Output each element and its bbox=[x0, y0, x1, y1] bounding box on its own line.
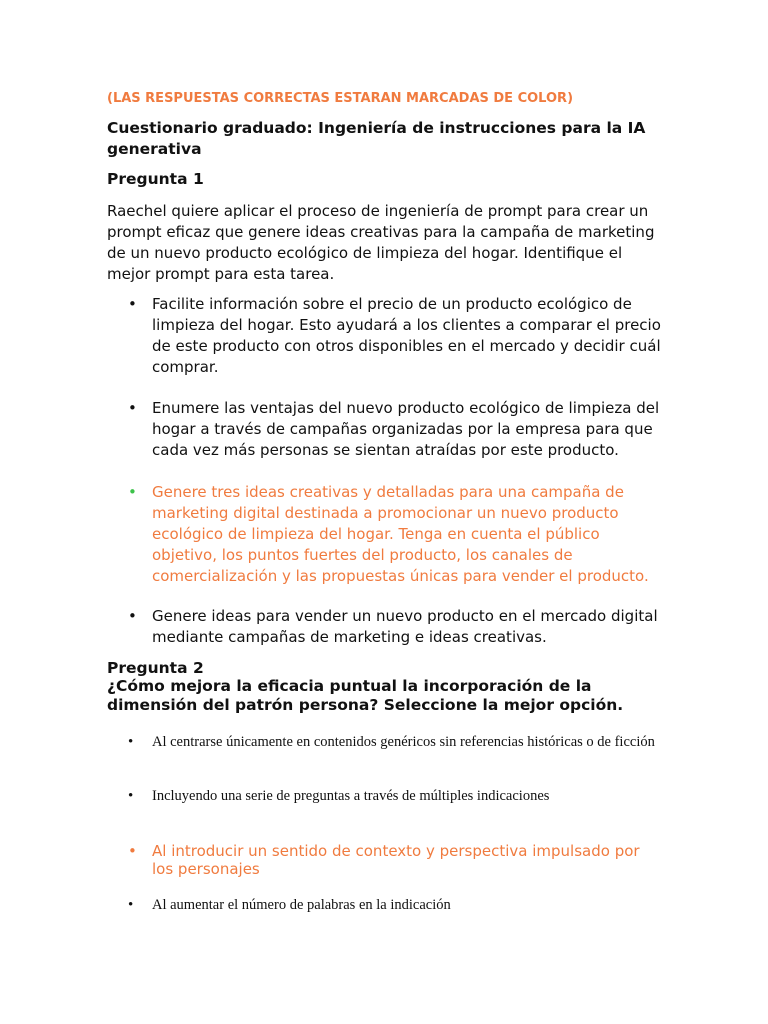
option-text: Al introducir un sentido de contexto y perspectiva impulsado por los personajes bbox=[152, 842, 640, 878]
answer-key-note: (LAS RESPUESTAS CORRECTAS ESTARAN MARCADAS DE COLOR) bbox=[107, 91, 574, 106]
option-text: Facilite información sobre el precio de un producto ecológico de limpieza del hogar. Esto ayudará a los clientes a comparar el precio de este producto con otros disponibles en el mercado y decidir cuál comprar. bbox=[152, 295, 661, 376]
question-2-option-2 bbox=[128, 787, 664, 805]
bullet-icon: • bbox=[128, 607, 137, 625]
bullet-icon: • bbox=[128, 897, 134, 913]
question-2-heading: Pregunta 2 bbox=[107, 659, 204, 677]
question-2-option-1 bbox=[128, 733, 664, 751]
bullet-icon: • bbox=[128, 734, 134, 750]
bullet-icon: • bbox=[128, 788, 134, 804]
question-1-heading: Pregunta 1 bbox=[107, 170, 204, 188]
option-text: Incluyendo una serie de preguntas a través de múltiples indicaciones bbox=[152, 788, 550, 804]
question-2-option-4 bbox=[128, 896, 664, 914]
bullet-icon: • bbox=[128, 483, 137, 501]
bullet-icon: • bbox=[128, 295, 137, 313]
option-text: Al centrarse únicamente en contenidos genéricos sin referencias históricas o de ficción bbox=[152, 734, 655, 750]
question-1-stem: Raechel quiere aplicar el proceso de ingeniería de prompt para crear un prompt eficaz que genere ideas creativas para la campaña de marketing de un nuevo producto ecológico de limpieza del hogar. Identifique el mejor prompt para esta tarea. bbox=[107, 202, 655, 283]
question-1-option-4 bbox=[128, 606, 664, 648]
question-2-option-3-correct bbox=[128, 842, 664, 878]
question-1-option-1 bbox=[128, 294, 664, 378]
option-text: Genere tres ideas creativas y detalladas para una campaña de marketing digital destinada a promocionar un nuevo producto ecológico de limpieza del hogar. Tenga en cuenta el público objetivo, los puntos fuertes del producto, los canales de comercialización y las propuestas únicas para vender el producto. bbox=[152, 483, 649, 585]
option-text: Enumere las ventajas del nuevo producto ecológico de limpieza del hogar a través de campañas organizadas por la empresa para que cada vez más personas se sientan atraídas por este producto. bbox=[152, 399, 660, 459]
option-text: Genere ideas para vender un nuevo producto en el mercado digital mediante campañas de marketing e ideas creativas. bbox=[152, 607, 658, 646]
bullet-icon: • bbox=[128, 399, 137, 417]
question-1-option-3-correct bbox=[128, 482, 664, 587]
question-1-option-2 bbox=[128, 398, 664, 461]
option-text: Al aumentar el número de palabras en la indicación bbox=[152, 897, 451, 913]
quiz-title: Cuestionario graduado: Ingeniería de instrucciones para la IA generativa bbox=[107, 119, 646, 158]
bullet-icon: • bbox=[128, 842, 137, 860]
question-2-stem: ¿Cómo mejora la eficacia puntual la incorporación de la dimensión del patrón persona? Seleccione la mejor opción. bbox=[107, 677, 624, 714]
